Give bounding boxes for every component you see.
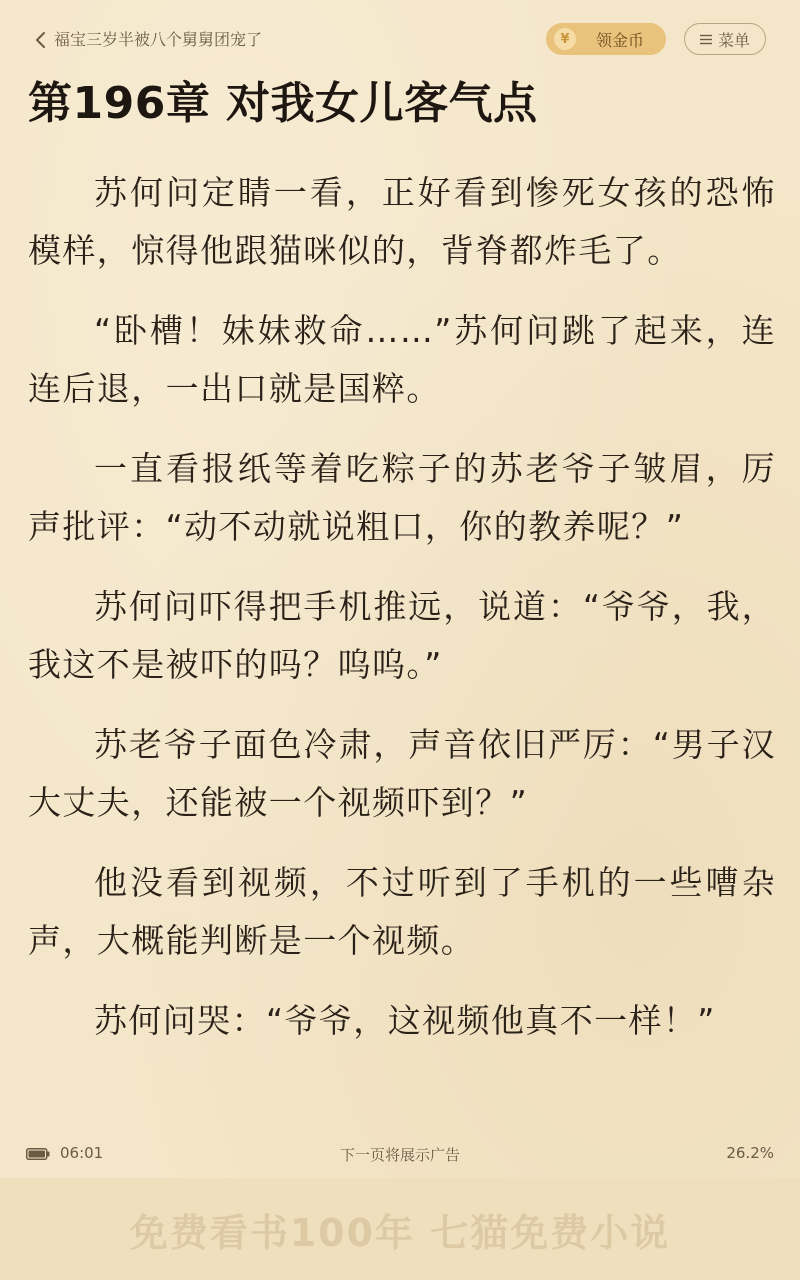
status-time: 06:01	[60, 1144, 104, 1162]
menu-label: 菜单	[717, 30, 750, 50]
paragraph: 一直看报纸等着吃粽子的苏老爷子皱眉，厉声批评：“动不动就说粗口，你的教养呢？”	[28, 449, 776, 546]
chapter-content	[28, 164, 776, 1072]
coin-icon: ¥	[554, 28, 576, 50]
reading-status-bar	[0, 1140, 800, 1168]
back-button[interactable]	[32, 26, 262, 54]
paragraph: 苏何问吓得把手机推远，说道：“爷爷，我，我这不是被吓的吗？呜呜。”	[28, 587, 776, 684]
claim-coins-label: 领金币	[596, 30, 645, 50]
next-page-ad-notice: 下一页将展示广告	[339, 1146, 460, 1164]
promo-banner[interactable]	[0, 1178, 800, 1280]
chevron-left-icon	[32, 29, 50, 51]
top-bar	[0, 0, 800, 80]
paragraph: 苏何问定睛一看，正好看到惨死女孩的恐怖模样，惊得他跟猫咪似的，背脊都炸毛了。	[28, 173, 776, 270]
promo-banner-text: 免费看书100年 七猫免费小说	[129, 1210, 671, 1255]
menu-button[interactable]	[684, 23, 766, 55]
chapter-title: 第196章 对我女儿客气点	[28, 78, 538, 129]
paragraph: “卧槽！妹妹救命……”苏何问跳了起来，连连后退，一出口就是国粹。	[28, 311, 776, 408]
paragraph: 他没看到视频，不过听到了手机的一些嘈杂声，大概能判断是一个视频。	[28, 863, 776, 960]
reading-progress: 26.2%	[726, 1144, 774, 1162]
paragraph: 苏何问哭：“爷爷，这视频他真不一样！”	[94, 1001, 716, 1040]
paragraph: 苏老爷子面色冷肃，声音依旧严厉：“男子汉大丈夫，还能被一个视频吓到？”	[28, 725, 776, 822]
claim-coins-button[interactable]	[546, 23, 666, 55]
book-title: 福宝三岁半被八个舅舅团宠了	[54, 30, 263, 49]
menu-lines-icon	[700, 34, 712, 45]
